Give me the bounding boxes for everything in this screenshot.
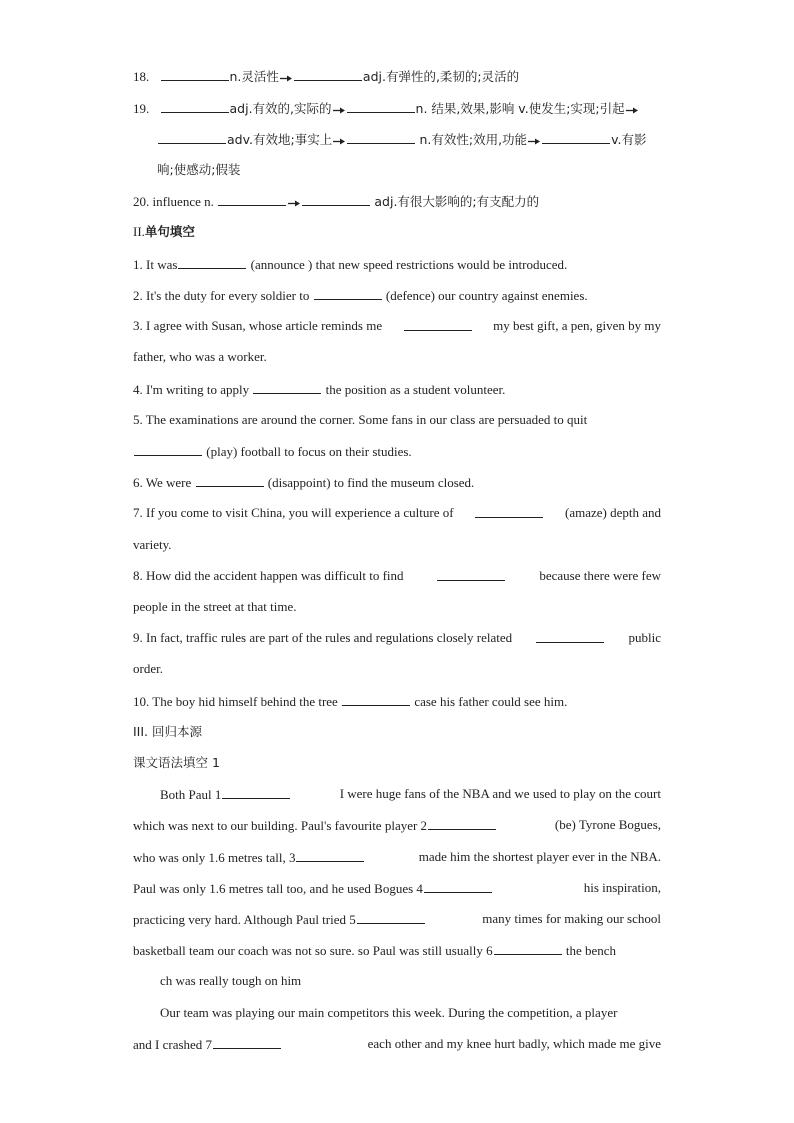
answer-blank[interactable] bbox=[294, 68, 362, 81]
answer-blank[interactable] bbox=[428, 817, 496, 830]
question-8-cont: people in the street at that time. bbox=[133, 599, 297, 614]
passage-line: basketball team our coach was not so sure. so Paul was still usually 6 the bench bbox=[133, 943, 617, 958]
answer-blank[interactable] bbox=[222, 786, 290, 799]
arrow-right-icon bbox=[333, 137, 345, 146]
section-heading: III. 回归本源 bbox=[133, 724, 203, 739]
answer-blank[interactable] bbox=[404, 318, 472, 331]
question-5-cont: (play) football to focus on their studies. bbox=[133, 443, 412, 460]
question-3: 3. I agree with Susan, whose article reminds me my best gift, a pen, given by my bbox=[133, 318, 661, 333]
answer-blank[interactable] bbox=[213, 1036, 281, 1049]
answer-blank[interactable] bbox=[218, 193, 286, 206]
vocab-item-19: 19. adj.有效的,实际的 n. 结果,效果,影响 v.使发生;实现;引起 bbox=[133, 100, 639, 117]
answer-blank[interactable] bbox=[542, 131, 610, 144]
question-3-cont: father, who was a worker. bbox=[133, 349, 267, 364]
answer-blank[interactable] bbox=[342, 693, 410, 706]
passage-line: practicing very hard. Although Paul tried 5 many times for making our school bbox=[133, 911, 661, 927]
question-2: 2. It's the duty for every soldier to (defence) our country against enemies. bbox=[133, 288, 588, 303]
answer-blank[interactable] bbox=[296, 849, 364, 862]
answer-blank[interactable] bbox=[302, 193, 370, 206]
answer-blank[interactable] bbox=[253, 381, 321, 394]
answer-blank[interactable] bbox=[475, 505, 543, 518]
answer-blank[interactable] bbox=[161, 100, 229, 113]
passage-line: Paul was only 1.6 metres tall too, and he used Bogues 4 his inspiration, bbox=[133, 880, 661, 896]
question-9-cont: order. bbox=[133, 661, 163, 676]
question-8: 8. How did the accident happen was difficult to find because there were few bbox=[133, 568, 661, 583]
passage-line: Our team was playing our main competitors this week. During the competition, a player bbox=[160, 1005, 618, 1020]
answer-blank[interactable] bbox=[347, 100, 415, 113]
question-10: 10. The boy hid himself behind the tree case his father could see him. bbox=[133, 694, 568, 709]
passage-line: who was only 1.6 metres tall, 3 made him the shortest player ever in the NBA. bbox=[133, 849, 661, 865]
question-6: 6. We were (disappoint) to find the museum closed. bbox=[133, 475, 475, 490]
vocab-item-19-cont: adv.有效地;事实上 n.有效性;效用,功能 v.有影 bbox=[157, 131, 646, 148]
passage-fragment: ch was really tough on him bbox=[160, 973, 302, 988]
question-1: 1. It was (announce ) that new speed restrictions would be introduced. bbox=[133, 257, 568, 272]
answer-blank[interactable] bbox=[158, 131, 226, 144]
arrow-right-icon bbox=[333, 106, 345, 115]
passage-line: which was next to our building. Paul's favourite player 2 (be) Tyrone Bogues, bbox=[133, 817, 661, 833]
vocab-item-18: 18. n.灵活性 adj.有弹性的,柔韧的;灵活的 bbox=[133, 69, 520, 84]
answer-blank[interactable] bbox=[347, 131, 415, 144]
question-5: 5. The examinations are around the corner. Some fans in our class are persuaded to quit bbox=[133, 412, 588, 427]
vocab-item-20: 20. influence n. adj.有很大影响的;有支配力的 bbox=[133, 194, 540, 209]
answer-blank[interactable] bbox=[134, 443, 202, 456]
question-9: 9. In fact, traffic rules are part of the rules and regulations closely related public bbox=[133, 630, 661, 645]
answer-blank[interactable] bbox=[357, 911, 425, 924]
arrow-right-icon bbox=[280, 74, 292, 83]
answer-blank[interactable] bbox=[424, 880, 492, 893]
arrow-right-icon bbox=[288, 199, 300, 208]
answer-blank[interactable] bbox=[196, 474, 264, 487]
answer-blank[interactable] bbox=[314, 287, 382, 300]
question-4: 4. I'm writing to apply the position as a student volunteer. bbox=[133, 382, 506, 397]
vocab-item-19-cont2: 响;使感动;假装 bbox=[157, 162, 241, 177]
passage-line: Both Paul 1 I were huge fans of the NBA and we used to play on the court bbox=[160, 786, 661, 802]
arrow-right-icon bbox=[528, 137, 540, 146]
section-heading: II.单句填空 bbox=[133, 224, 195, 239]
answer-blank[interactable] bbox=[178, 256, 246, 269]
question-7-cont: variety. bbox=[133, 537, 172, 552]
answer-blank[interactable] bbox=[536, 630, 604, 643]
passage-line: and I crashed 7 each other and my knee hurt badly, which made me give bbox=[133, 1036, 661, 1052]
section-subheading: 课文语法填空 1 bbox=[133, 755, 220, 770]
answer-blank[interactable] bbox=[494, 942, 562, 955]
arrow-right-icon bbox=[626, 106, 638, 115]
question-7: 7. If you come to visit China, you will experience a culture of (amaze) depth and bbox=[133, 505, 661, 520]
answer-blank[interactable] bbox=[437, 568, 505, 581]
answer-blank[interactable] bbox=[161, 68, 229, 81]
